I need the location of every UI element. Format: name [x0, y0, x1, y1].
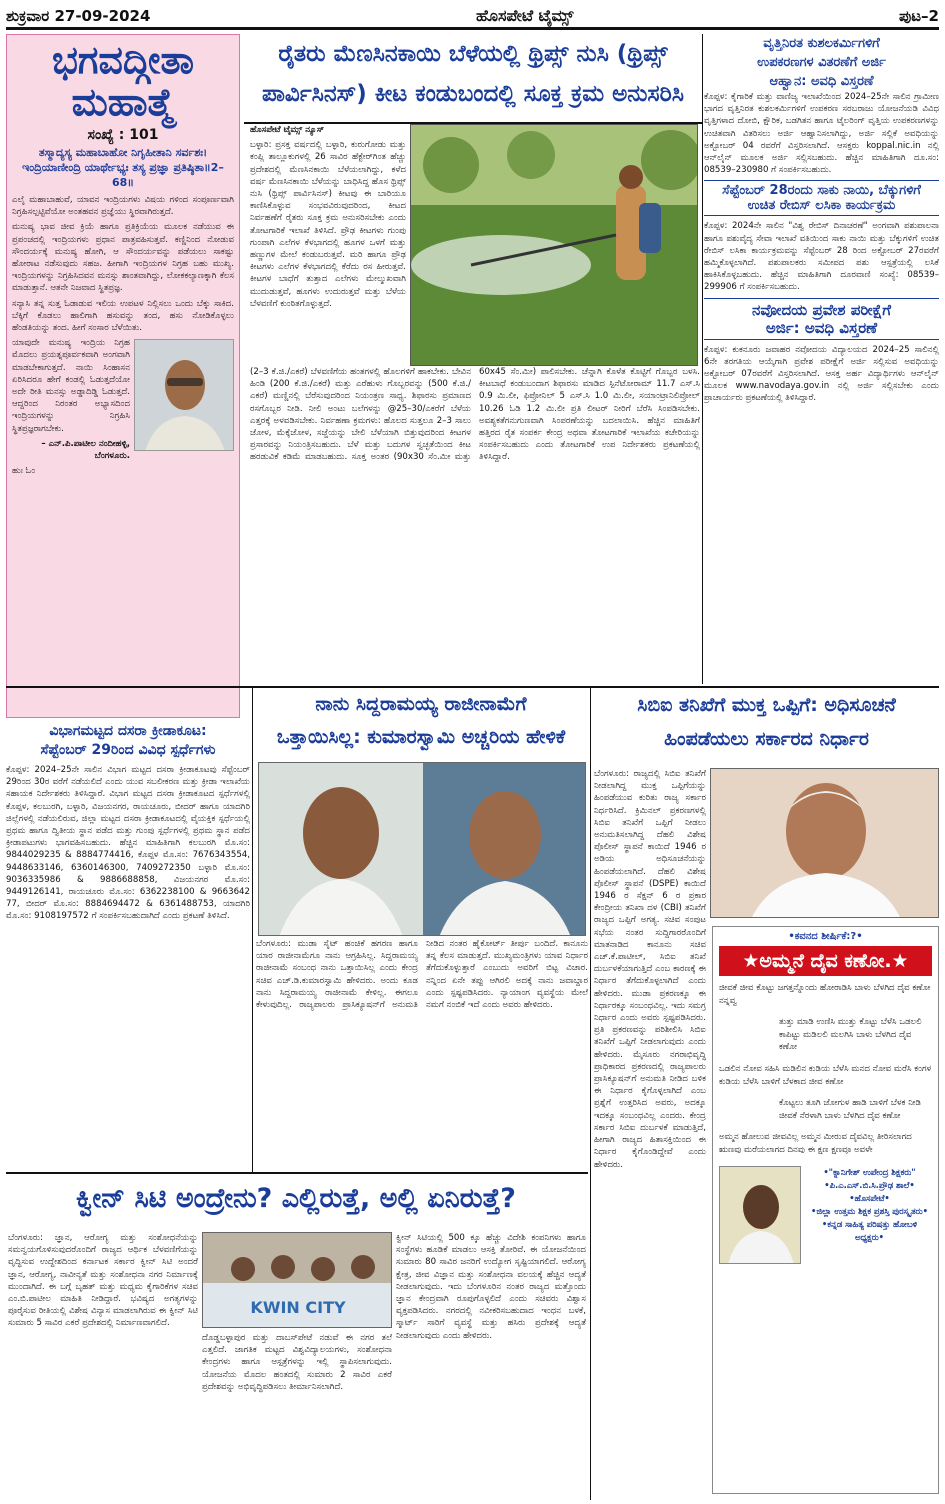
- chilli-body-text: (2–3 ಕೆ.ಜಿ./ಎಕರೆ) ಬೆಳವಣಿಗೆಯ ಹಂತಗಳಲ್ಲಿ ಹೊಲಗಳಿಗೆ ಹಾಕಬೇಕು. ಬೇವಿನ ಹಿಂಡಿ (200 ಕೆ.ಜಿ./ಎಕರೆ) ಮತ್ತು ಎರೆಹುಳು ಗೊಬ್ಬರವನ್ನು (500 ಕೆ.ಜಿ./ಎಕರೆ) ಮಣ್ಣಿನಲ್ಲಿ ಬೆರೆಸುವುದರಿಂದ ನಿಯಂತ್ರಣ ಸಾಧ್ಯ. ಶಿಫಾರಸು ಪ್ರಮಾಣದ ರಸಗೊಬ್ಬರ ನೀಡಿ. ನೀಲಿ ಅಂಟು ಬಲೆಗಳನ್ನು @25–30/ಎಕರೆಗೆ ಬೆಳೆಯ ಎತ್ತರಕ್ಕೆ ಅಳವಡಿಸಬೇಕು. ನಿರ್ವಹಣಾ ಕ್ರಮಗಳು: ಹೊಲದ ಸುತ್ತಲೂ 2–3 ಸಾಲು ಜೋಳ, ಮೆಕ್ಕೆಜೋಳ, ಸಜ್ಜೆಯನ್ನು ಬೇಲಿ ಬೆಳೆಯಾಗಿ ಬಿತ್ತುವುದರಿಂದ ಕೀಟಗಳ ಪ್ರಸಾರವನ್ನು ನಿಯಂತ್ರಿಸಬಹುದು. ಬೆಳೆ ಮತ್ತು ಬದುಗಳ ಸ್ವಚ್ಛತೆಯಿಂದ ಕೀಟ ಹರಡುವಿಕೆ ಕಡಿಮೆ ಮಾಡಬಹುದು. ಸೂಕ್ತ ಅಂತರ (90x30 ಸೆಂ.ಮೀ ಮತ್ತು 60x45 ಸೆಂ.ಮೀ) ಪಾಲಿಸಬೇಕು. ಚೆನ್ನಾಗಿ ಕೊಳೆತ ಕೊಟ್ಟಿಗೆ ಗೊಬ್ಬರ ಬಳಸಿ. ಕೀಟಬಾಧೆ ಕಂಡುಬಂದಾಗ ಶಿಫಾರಸು ಮಾಡಿದ ಸ್ಪಿನೆಟೋರಾಮ್ 11.7 ಎಸ್.ಸಿ 0.9 ಮಿ.ಲೀ, ಫಿಪ್ರೋನಿಲ್ 5 ಎಸ್.ಸಿ 1.0 ಮಿ.ಲೀ, ಸಯಾಂಟ್ರಾನಿಲಿಪ್ರೋಲ್ 10.26 ಓಡಿ 1.2 ಮಿ.ಲೀ ಪ್ರತಿ ಲೀಟರ್ ನೀರಿಗೆ ಬೆರೆಸಿ ಸಿಂಪಡಿಸಬೇಕು. ಅವಶ್ಯಕತೆಗನುಗುಣವಾಗಿ ಸಿಂಪರಣೆಯನ್ನು ಬದಲಾಯಿಸಿ. ಹೆಚ್ಚಿನ ಮಾಹಿತಿಗೆ ಹತ್ತಿರದ ರೈತ ಸಂಪರ್ಕ ಕೇಂದ್ರ ಅಥವಾ ತೋಟಗಾರಿಕೆ ಇಲಾಖೆಯ ಕಚೇರಿಯನ್ನು ಸಂಪರ್ಕಿಸಬಹುದು ಎಂದು ತೋಟಗಾರಿಕೆ ಉಪ ನಿರ್ದೇಶಕರು ಪ್ರಕಟಣೆಯಲ್ಲಿ ತಿಳಿಸಿದ್ದಾರೆ.: [250, 367, 700, 463]
- kumaraswamy-headline-line2: ಒತ್ತಾಯಿಸಿಲ್ಲ: ಕುಮಾರಸ್ವಾಮಿ ಅಚ್ಚರಿಯ ಹೇಳಿಕೆ: [276, 726, 566, 748]
- poem-stanza-5: ಅಮ್ಮನ ಹೋಲುವ ಜೀವವಿಲ್ಲ ಅಮ್ಮನ ಮೀರುವ ದೈವವಿಲ್ಲ ತೀರಿಸಲಾಗದ ಋಣವು ಮರೆಯಲಾಗದ ದಿನವು ಈ ಕ್ಷಣ ಕ್ಷಣವೂ ಅವಳೇ: [719, 1132, 912, 1155]
- poem-stanza-1: ಜೀವಕೆ ಜೀವ ಕೊಟ್ಟು ಜಗತ್ತನ್ನೊಂದು ಹೋರಾಡಿಸಿ ಬಾಳು ಬೆಳಗಿದ ದೈವ ಕಣೋ ನನ್ನವ್ವ: [719, 983, 931, 1006]
- queen-city-headline: [6, 1174, 586, 1228]
- poem-stanza-3: ಒಡಲಿನ ನೋವ ಸಹಿಸಿ ಮಡಿಲಿನ ಕುಡಿಯ ಬೆಳೆಸಿ ಮನದ ನೋವ ಮರೆಸಿ ಕಂಗಳ ಕುಡಿಯ ಬೆಳೆಸಿ ಬಾಳಿಗೆ ಬೆಳಕಾದ ಜೀವ ಕಣೋ: [719, 1063, 932, 1087]
- issue-date: ಶುಕ್ರವಾರ 27-09-2024: [6, 6, 151, 25]
- navodaya-headline-line1: ನವೋದಯ ಪ್ರವೇಶ ಪರೀಕ್ಷೆಗೆ: [752, 300, 891, 319]
- rabies-headline-line2: ಉಚಿತ ರೇಬಿಸ್ ಲಸಿಕಾ ಕಾರ್ಯಕ್ರಮ: [747, 198, 896, 214]
- queen-city-text-2: ದೊಡ್ಡಬಳ್ಳಾಪುರ ಮತ್ತು ದಾಬಸ್‌ಪೇಟೆ ನಡುವೆ ಈ ನಗರ ತಲೆ ಎತ್ತಲಿದೆ. ಜಾಗತಿಕ ಮಟ್ಟದ ವಿಶ್ವವಿದ್ಯಾಲಯಗಳು, ಸಂಶೋಧನಾ ಕೇಂದ್ರಗಳು ಹಾಗೂ ಆಸ್ಪತ್ರೆಗಳನ್ನು ಇಲ್ಲಿ ಸ್ಥಾಪಿಸಲಾಗುವುದು. ಯೋಜನೆಯ ಮೊದಲ ಹಂತದಲ್ಲಿ ಸುಮಾರು 2 ಸಾವಿರ ಎಕರೆ ಪ್ರದೇಶವನ್ನು ಅಭಿವೃದ್ಧಿಪಡಿಸಲು ತೀರ್ಮಾನಿಸಲಾಗಿದೆ.: [202, 1333, 392, 1392]
- poet-town: •ಹೊಸಪೇಟೆ•: [849, 1192, 890, 1203]
- politicians-photo: [258, 762, 586, 936]
- chilli-headline-line1: ರೈತರು ಮೆಣಸಿನಕಾಯಿ ಬೆಳೆಯಲ್ಲಿ ಥ್ರಿಪ್ಸ್ ನುಸಿ (ಥ್ರಿಪ್ಸ್: [278, 41, 668, 67]
- divider: [702, 34, 703, 684]
- page-number: ಪುಟ–2: [899, 6, 939, 25]
- artisans-headline-line3: ಆಹ್ವಾನ: ಅವಧಿ ವಿಸ್ತರಣೆ: [769, 74, 874, 89]
- chilli-dateline: ಹೊಸಪೇಟೆ ಟೈಮ್ಸ್ ನ್ಯೂಸ್: [250, 125, 325, 135]
- newspaper-name: ಹೊಸಪೇಟೆ ಟೈಮ್ಸ್: [476, 5, 574, 25]
- gita-continuation: ಹುಃ ಓಂ: [12, 466, 36, 477]
- farmer-spraying-photo: [410, 124, 698, 366]
- queen-city-photo: [202, 1232, 392, 1328]
- artisans-headline-line1: ವೃತ್ತಿನಿರತ ಕುಶಲಕರ್ಮಿಗಳಿಗೆ: [763, 36, 880, 51]
- queen-city-column-3: [396, 1232, 586, 1500]
- cbi-text: ಬೆಂಗಳೂರು: ರಾಜ್ಯದಲ್ಲಿ ಸಿಬಿಐ ತನಿಖೆಗೆ ನೀಡಲಾಗಿದ್ದ ಮುಕ್ತ ಒಪ್ಪಿಗೆಯನ್ನು ಹಿಂಪಡೆಯುವ ಕುರಿತು ರಾಜ್ಯ ಸರ್ಕಾರ ನಿರ್ಧರಿಸಿದೆ. ಕ್ರಿಮಿನಲ್ ಪ್ರಕರಣಗಳಲ್ಲಿ ಸಿಬಿಐ ತನಿಖೆಗೆ ಒಪ್ಪಿಗೆ ನೀಡಲು ಅನುಮತಿಸಲಾಗಿದ್ದ ದೆಹಲಿ ವಿಶೇಷ ಪೊಲೀಸ್ ಸ್ಥಾಪನೆ ಕಾಯಿದೆ 1946 ರ ಅಡಿಯ ಅಧಿಸೂಚನೆಯನ್ನು ಹಿಂಪಡೆಯಲಾಗಿದೆ. ದೆಹಲಿ ವಿಶೇಷ ಪೊಲೀಸ್ ಸ್ಥಾಪನೆ (DSPE) ಕಾಯಿದೆ 1946 ರ ಸೆಕ್ಷನ್ 6 ರ ಪ್ರಕಾರ ಕೇಂದ್ರೀಯ ತನಿಖಾ ದಳ (CBI) ತನಿಖೆಗೆ ರಾಜ್ಯದ ಒಪ್ಪಿಗೆ ಅಗತ್ಯ. ಸಚಿವ ಸಂಪುಟ ಸಭೆಯ ನಂತರ ಸುದ್ದಿಗಾರರೊಂದಿಗೆ ಮಾತನಾಡಿದ ಕಾನೂನು ಸಚಿವ ಎಚ್.ಕೆ.ಪಾಟೀಲ್, ಸಿಬಿಐ ತನಿಖೆ ದುರ್ಬಳಕೆಯಾಗುತ್ತಿದೆ ಎಂಬ ಕಾರಣಕ್ಕೆ ಈ ನಿರ್ಧಾರ ತೆಗೆದುಕೊಳ್ಳಲಾಗಿದೆ ಎಂದು ಹೇಳಿದರು. ಮುಡಾ ಪ್ರಕರಣಕ್ಕೂ ಈ ನಿರ್ಧಾರಕ್ಕೂ ಸಂಬಂಧವಿಲ್ಲ. ಇದು ಸಮಗ್ರ ನಿರ್ಧಾರ ಎಂದು ಅವರು ಸ್ಪಷ್ಟಪಡಿಸಿದರು. ಪ್ರತಿ ಪ್ರಕರಣವನ್ನು ಪರಿಶೀಲಿಸಿ ಸಿಬಿಐ ತನಿಖೆಗೆ ಒಪ್ಪಿಗೆ ನೀಡಲಾಗುವುದು ಎಂದು ಹೇಳಿದರು. ಮೈಸೂರು ನಗರಾಭಿವೃದ್ಧಿ ಪ್ರಾಧಿಕಾರದ ಪ್ರಕರಣದಲ್ಲಿ ರಾಜ್ಯಪಾಲರು ಪ್ರಾಸಿಕ್ಯೂಷನ್‌ಗೆ ಅನುಮತಿ ನೀಡಿದ ಬಳಿಕ ಈ ನಿರ್ಧಾರ ಕೈಗೊಳ್ಳಲಾಗಿದೆ ಎಂಬ ಪ್ರಶ್ನೆಗೆ ಉತ್ತರಿಸಿದ ಅವರು, ಅದಕ್ಕೂ ಇದಕ್ಕೂ ಸಂಬಂಧವಿಲ್ಲ ಎಂದರು. ಕೇಂದ್ರ ಸರ್ಕಾರ ಸಿಬಿಐ ದುರ್ಬಳಕೆ ಮಾಡುತ್ತಿದೆ, ಹೀಗಾಗಿ ರಾಜ್ಯದ ಹಿತಾಸಕ್ತಿಯಿಂದ ಈ ನಿರ್ಧಾರ ಕೈಗೊಂಡಿದ್ದೇವೆ ಎಂದು ಹೇಳಿದರು.: [594, 769, 706, 1170]
- artisans-headline-line2: ಉಪಕರಣಗಳ ವಿತರಣೆಗೆ ಅರ್ಜಿ: [757, 55, 886, 70]
- gita-title-line1: ಭಗವದ್ಗೀತಾ: [51, 38, 195, 82]
- minister-photo: [710, 768, 939, 918]
- queen-city-text-3: ಕ್ವೀನ್ ಸಿಟಿಯಲ್ಲಿ 500 ಕ್ಕೂ ಹೆಚ್ಚು ವಿದೇಶಿ ಕಂಪನಿಗಳು ಹಾಗೂ ಸಂಸ್ಥೆಗಳು ಹೂಡಿಕೆ ಮಾಡಲು ಆಸಕ್ತಿ ತೋರಿವೆ. ಈ ಯೋಜನೆಯಿಂದ ಸುಮಾರು 80 ಸಾವಿರ ಜನರಿಗೆ ಉದ್ಯೋಗ ಸೃಷ್ಟಿಯಾಗಲಿದೆ. ಆರೋಗ್ಯ ಕ್ಷೇತ್ರ, ಜೀವ ವಿಜ್ಞಾನ ಮತ್ತು ಸಂಶೋಧನಾ ವಲಯಕ್ಕೆ ಹೆಚ್ಚಿನ ಆದ್ಯತೆ ನೀಡಲಾಗುವುದು. ಇದು ಬೆಂಗಳೂರಿನ ನಂತರ ರಾಜ್ಯದ ಮತ್ತೊಂದು ಜ್ಞಾನ ಕೇಂದ್ರವಾಗಿ ರೂಪುಗೊಳ್ಳಲಿದೆ ಎಂದು ಸಚಿವರು ವಿಶ್ವಾಸ ವ್ಯಕ್ತಪಡಿಸಿದರು. ನಗರದಲ್ಲಿ ನವೀಕರಿಸಬಹುದಾದ ಇಂಧನ ಬಳಕೆ, ಸ್ಮಾರ್ಟ್ ಸಾರಿಗೆ ವ್ಯವಸ್ಥೆ ಮತ್ತು ಹಸಿರು ಪ್ರದೇಶಕ್ಕೆ ಆದ್ಯತೆ ನೀಡಲಾಗುವುದು ಎಂದು ಹೇಳಿದರು.: [396, 1233, 586, 1341]
- queen-city-photo-caption: KWIN CITY: [250, 1298, 346, 1317]
- gita-number: ಸಂಖ್ಯೆ : 101: [87, 127, 159, 143]
- gita-para1: ಎಲೈ ಮಹಾಬಾಹುವೆ, ಯಾವನ ಇಂದ್ರಿಯಗಳು ವಿಷಯ ಗಳಿಂದ ಸಂಪೂರ್ಣವಾಗಿ ನಿಗ್ರಹಿಸಲ್ಪಟ್ಟಿವೆಯೋ ಅಂತಹವನ ಪ್ರಜ್ಞೆಯು ಸ್ಥಿರವಾಗಿರುತ್ತದೆ.: [12, 195, 234, 218]
- masthead: [6, 4, 939, 30]
- gita-para3: ಸನ್ಯಾಸಿ ತನ್ನ ಸುತ್ತ ಓಡಾಡುವ ಇಲಿಯ ಉಪಟಳ ನಿಲ್ಲಿಸಲು ಒಂದು ಬೆಕ್ಕು ಸಾಕಿದ. ಬೆಕ್ಕಿಗೆ ಕೊಡಲು ಹಾಲಿಗಾಗಿ ಹಸುವನ್ನು ತಂದ, ಹಸು ನೋಡಿಕೊಳ್ಳಲು ಹೆಂಡತಿಯನ್ನು ತಂದ. ಹೀಗೆ ಸಂಸಾರ ಬೆಳೆಯಿತು.: [12, 298, 234, 334]
- cbi-article-body: [594, 768, 706, 1500]
- kumaraswamy-headline-line1: ನಾನು ಸಿದ್ದರಾಮಯ್ಯ ರಾಜೀನಾಮೆಗೆ: [315, 693, 527, 715]
- poet-position: •ಕನ್ನಡ ಸಾಹಿತ್ಯ ಪರಿಷತ್ತು ಹೋಬಳಿ ಅಧ್ಯಕ್ಷರು•: [821, 1218, 918, 1242]
- chilli-article-headline: [244, 34, 702, 120]
- queen-city-text-1: ಬೆಂಗಳೂರು: ಜ್ಞಾನ, ಆರೋಗ್ಯ ಮತ್ತು ಸಂಶೋಧನೆಯನ್ನು ಸಮನ್ವಯಗೊಳಿಸುವುದರೊಂದಿಗೆ ರಾಜ್ಯದ ಆರ್ಥಿಕ ಬೆಳವಣಿಗೆಯನ್ನು ವೃದ್ಧಿಸುವ ಉದ್ದೇಶದಿಂದ ಕರ್ನಾಟಕ ಸರ್ಕಾರ ಕ್ವೀನ್ ಸಿಟಿ ಅಂದರೆ ಜ್ಞಾನ, ಆರೋಗ್ಯ, ನಾವೀನ್ಯತೆ ಮತ್ತು ಸಂಶೋಧನಾ ನಗರ ನಿರ್ಮಾಣಕ್ಕೆ ಮುಂದಾಗಿದೆ. ಈ ಬಗ್ಗೆ ಬೃಹತ್ ಮತ್ತು ಮಧ್ಯಮ ಕೈಗಾರಿಕೆಗಳ ಸಚಿವ ಎಂ.ಬಿ.ಪಾಟೀಲ ಮಾಹಿತಿ ನೀಡಿದ್ದಾರೆ. ಭವಿಷ್ಯದ ಅಗತ್ಯಗಳನ್ನು ಪೂರೈಸುವ ರೀತಿಯಲ್ಲಿ ವಿಶೇಷ ವಿನ್ಯಾಸ ಮಾಡಲಾಗಿರುವ ಈ ಕ್ವೀನ್ ಸಿಟಿ ಸುಮಾರು 5 ಸಾವಿರ ಎಕರೆ ಪ್ರದೇಶದಲ್ಲಿ ನಿರ್ಮಾಣವಾಗಲಿದೆ.: [8, 1233, 198, 1329]
- chilli-headline-line2: ಪಾರ್ವಿಸಿನಸ್) ಕೀಟ ಕಂಡುಬಂದಲ್ಲಿ ಸೂಕ್ತ ಕ್ರಮ ಅನುಸರಿಸಿ: [262, 81, 684, 107]
- divider: [252, 688, 253, 1172]
- rabies-headline-line1: ಸೆಪ್ಟೆಂಬರ್ 28ರಂದು ಸಾಕು ನಾಯಿ, ಬೆಕ್ಕುಗಳಿಗೆ: [722, 183, 921, 199]
- poem-title: ★ಅಮ್ಮನೆ ದೈವ ಕಣೋ.★: [719, 946, 932, 976]
- chilli-article-body: [250, 366, 700, 684]
- chilli-article-left-column: [250, 124, 406, 364]
- author-portrait: [134, 339, 234, 451]
- queen-city-column-1: [8, 1232, 198, 1500]
- gita-shloka: ತಸ್ಮಾದ್ಯಸ್ಯ ಮಹಾಬಾಹೋ ನಿಗೃಹೀತಾನಿ ಸರ್ವಶಃ। ಇಂದ್ರಿಯಾಣೀಂದ್ರಿ ಯಾರ್ಥೇಭ್ಯಃ ತಸ್ಯ ಪ್ರಜ್ಞಾ ಪ್ರತಿಷ್ಠಿತಾ॥2–68॥: [22, 146, 224, 189]
- dasara-headline-line1: ವಿಭಾಗಮಟ್ಟದ ದಸರಾ ಕ್ರೀಡಾಕೂಟ:: [49, 723, 207, 739]
- artisans-text: ಕೊಪ್ಪಳ: ಕೈಗಾರಿಕೆ ಮತ್ತು ವಾಣಿಜ್ಯ ಇಲಾಖೆಯಿಂದ 2024–25ನೇ ಸಾಲಿನ ಗ್ರಾಮೀಣ ಭಾಗದ ವೃತ್ತಿನಿರತ ಕುಶಲಕರ್ಮಿಗಳಿಗೆ ಉಪಕರಣ ಸರಬರಾಜು ಯೋಜನೆಯಡಿ ವಿವಿಧ ವೃತ್ತಿಗಳಾದ ದೋಬಿ, ಕ್ಷೌರಿಕ, ಬಡಗಿತನ ಹಾಗೂ ಟೈಲರಿಂಗ್ ವೃತ್ತಿಯ ಉಪಕರಣಗಳನ್ನು ಉಚಿತವಾಗಿ ವಿತರಿಸಲು ಅರ್ಜಿ ಆಹ್ವಾನಿಸಲಾಗಿದ್ದು, ಅರ್ಜಿ ಸಲ್ಲಿಕೆ ಅವಧಿಯನ್ನು ಅಕ್ಟೋಬರ್ 04 ರವರೆಗೆ ವಿಸ್ತರಿಸಲಾಗಿದೆ. ಆಸಕ್ತರು koppal.nic.in ನಲ್ಲಿ ಆನ್‌ಲೈನ್ ಮೂಲಕ ಅರ್ಜಿ ಸಲ್ಲಿಸಬಹುದು. ಹೆಚ್ಚಿನ ಮಾಹಿತಿಗಾಗಿ ದೂ.ಸಂ: 08539–230980 ಗೆ ಸಂಪರ್ಕಿಸಬಹುದು.: [704, 92, 939, 176]
- dasara-headline-line2: ಸೆಪ್ಟೆಂಬರ್ 29ರಿಂದ ವಿವಿಧ ಸ್ಪರ್ಧೆಗಳು: [40, 742, 216, 758]
- divider: [590, 688, 591, 1500]
- poem-stanza-2: ತುತ್ತು ಮಾಡಿ ಉಣಿಸಿ ಮುತ್ತು ಕೊಟ್ಟು ಬೆಳೆಸಿ ಒಡಲಲಿ ಕಾಪಿಟ್ಟು ಮಡಿಲಲಿ ಮಲಗಿಸಿ ಬಾಳು ಬೆಳಗಿದ ದೈವ ಕಣೋ: [779, 1017, 922, 1053]
- queen-city-column-2: [202, 1332, 392, 1500]
- dasara-text: ಕೊಪ್ಪಳ: 2024–25ನೇ ಸಾಲಿನ ವಿಭಾಗ ಮಟ್ಟದ ದಸರಾ ಕ್ರೀಡಾಕೂಟವು ಸೆಪ್ಟೆಂಬರ್ 29ರಿಂದ 30ರ ವರೆಗೆ ನಡೆಯಲಿದೆ ಎಂದು ಯುವ ಸಬಲೀಕರಣ ಮತ್ತು ಕ್ರೀಡಾ ಇಲಾಖೆಯ ಸಹಾಯಕ ನಿರ್ದೇಶಕರು ತಿಳಿಸಿದ್ದಾರೆ. ವಿಭಾಗ ಮಟ್ಟದ ದಸರಾ ಕ್ರೀಡಾಕೂಟದ ಸ್ಪರ್ಧೆಗಳಲ್ಲಿ ಕೊಪ್ಪಳ, ಕಲಬುರಗಿ, ಬಳ್ಳಾರಿ, ವಿಜಯನಗರ, ರಾಯಚೂರು, ಬೀದರ್ ಹಾಗೂ ಯಾದಗಿರಿ ಜಿಲ್ಲೆಗಳಲ್ಲಿ ನಡೆಯಲಿರುವ, ಜಿಲ್ಲಾ ಮಟ್ಟದ ದಸರಾ ಕ್ರೀಡಾಕೂಟದಲ್ಲಿ ವೈಯಕ್ತಿಕ ಸ್ಪರ್ಧೆಯಲ್ಲಿ ಪ್ರಥಮ ಹಾಗೂ ದ್ವಿತೀಯ ಸ್ಥಾನ ಪಡೆದ ಮತ್ತು ಗುಂಪು ಸ್ಪರ್ಧೆಗಳಲ್ಲಿ ಪ್ರಥಮ ಸ್ಥಾನ ಪಡೆದ ಕ್ರೀಡಾಪಟುಗಳು ಭಾಗವಹಿಸಬಹುದು. ಹೆಚ್ಚಿನ ಮಾಹಿತಿಗಾಗಿ ಕಲಬುರಗಿ ಮೊ.ಸಂ: 9844029235 & 8884774416, ಕೊಪ್ಪಳ ಮೊ.ಸಂ: 7676343554, 9448633146, 6360146300, 7409272350 ಬಳ್ಳಾರಿ ಮೊ.ಸಂ: 9036335986 & 9886688858, ವಿಜಯನಗರ ಮೊ.ಸಂ: 9449126141, ರಾಯಚೂರು ಮೊ.ಸಂ: 6362238100 & 9663642 77, ಬೀದರ್ ಮೊ.ಸಂ: 8884694472 & 6361488753, ಯಾದಗಿರಿ ಮೊ.ಸಂ: 9108197572 ಗೆ ಸಂಪರ್ಕಿಸಬಹುದಾಗಿದೆ ಎಂದು ಪ್ರಕಟಣೆ ತಿಳಿಸಿದೆ.: [6, 765, 250, 922]
- poem-stanza-4: ಕೊಟ್ಟಲು ತೂಗಿ ಜೋಗುಳ ಹಾಡಿ ಬಾಳಿಗೆ ಬೆಳಕ ನೀಡಿ ಜೀವಕೆ ನೆರಳಾಗಿ ಬಾಳು ಬೆಳಗಿದ ದೈವ ಕಣೋ: [779, 1098, 921, 1121]
- navodaya-headline-line2: ಅರ್ಜಿ: ಅವಧಿ ವಿಸ್ತರಣೆ: [765, 318, 878, 337]
- poem-box: [712, 926, 939, 1494]
- poet-school: •ಪಿ.ಎ.ಎಸ್.ಬಿ.ಸಿ.ಪ್ರೌಢ ಶಾಲೆ•: [824, 1179, 915, 1190]
- poet-award: •ಜಿಲ್ಲಾ ಉತ್ತಮ ಶಿಕ್ಷಕ ಪ್ರಶಸ್ತಿ ಪುರಸ್ಕೃತರು•: [811, 1205, 928, 1216]
- poem-label: •ಕವನದ ಶೀರ್ಷಿಕೆ:?•: [788, 931, 863, 942]
- poet-photo: [719, 1166, 801, 1264]
- poet-name: •"ಕ್ನಾನಿಗೇಶ್ ಉಪೇಂದ್ರ ಶಿಕ್ಷಕರು": [823, 1166, 916, 1177]
- kumaraswamy-text: ಬೆಂಗಳೂರು: ಮುಡಾ ಸೈಟ್ ಹಂಚಿಕೆ ಹಗರಣ ಹಾಗೂ ಯಾರ ರಾಜೀನಾಮೆಗೂ ನಾನು ಆಗ್ರಹಿಸಿಲ್ಲ. ಸಿದ್ದರಾಮಯ್ಯ ರಾಜೀನಾಮೆ ಸಂಬಂಧ ನಾನು ಒತ್ತಾಯಿಸಿಲ್ಲ ಎಂದು ಕೇಂದ್ರ ಸಚಿವ ಎಚ್.ಡಿ.ಕುಮಾರಸ್ವಾಮಿ ಹೇಳಿದರು. ಅಂದು ಕೂಡ ನಾನು ಸಿದ್ದರಾಮಯ್ಯ ರಾಜೀನಾಮೆ ಕೇಳಿಲ್ಲ. ಈಗಲೂ ಕೇಳುವುದಿಲ್ಲ. ರಾಜ್ಯಪಾಲರು ಪ್ರಾಸಿಕ್ಯೂಷನ್‌ಗೆ ಅನುಮತಿ ನೀಡಿದ ನಂತರ ಹೈಕೋರ್ಟ್ ತೀರ್ಪು ಬಂದಿದೆ. ಕಾನೂನು ತನ್ನ ಕೆಲಸ ಮಾಡುತ್ತದೆ. ಮುಖ್ಯಮಂತ್ರಿಗಳು ಯಾವ ನಿರ್ಧಾರ ತೆಗೆದುಕೊಳ್ಳುತ್ತಾರೆ ಎಂಬುದು ಅವರಿಗೆ ಬಿಟ್ಟ ವಿಚಾರ. ನನ್ನಿಂದ ಏನೇ ತಪ್ಪು ಆಗಿರಲಿ ಅದಕ್ಕೆ ನಾನು ಜವಾಬ್ದಾರ ಎಂದು ಸ್ಪಷ್ಟಪಡಿಸಿದರು. ನ್ಯಾಯಾಂಗ ವ್ಯವಸ್ಥೆಯ ಮೇಲೆ ನಮಗೆ ನಂಬಿಕೆ ಇದೆ ಎಂದು ಅವರು ಹೇಳಿದರು.: [256, 939, 588, 1011]
- kumaraswamy-article-body: [256, 938, 588, 1170]
- cbi-headline: [594, 688, 939, 762]
- gita-para4: ಯಾವುದೇ ಮನುಷ್ಯ ಇಂದ್ರಿಯ ನಿಗ್ರಹ ಮೊದಲು ಪ್ರಯತ್ನಪೂರ್ವಕವಾಗಿ ಅಂಗವಾಗಿ ಮಾಡಬೇಕಾಗುತ್ತದೆ. ನಾಯಿ ಸಿಂಹಾಸನ ಏರಿಸಿದರೂ ಹೇಗೆ ಕಂಡಲ್ಲಿ ಓಡುತ್ತದೆಯೋ ಅದೇ ರೀತಿ ಮನಸ್ಸು ಅಡ್ಡಾದಿಡ್ಡಿ ಓಡುತ್ತದೆ. ಆದ್ದರಿಂದ ನಿರಂತರ ಅಭ್ಯಾಸದಿಂದ ಇಂದ್ರಿಯಗಳನ್ನು ನಿಗ್ರಹಿಸಿ ಸ್ಥಿತಪ್ರಜ್ಞರಾಗಬೇಕು.: [12, 338, 130, 434]
- rabies-text: ಕೊಪ್ಪಳ: 2024ನೇ ಸಾಲಿನ "ವಿಶ್ವ ರೇಬಿಸ್ ದಿನಾಚರಣೆ" ಅಂಗವಾಗಿ ಪಶುಪಾಲನಾ ಹಾಗೂ ಪಶುವೈದ್ಯ ಸೇವಾ ಇಲಾಖೆ ವತಿಯಿಂದ ಸಾಕು ನಾಯಿ ಮತ್ತು ಬೆಕ್ಕುಗಳಿಗೆ ಉಚಿತ ರೇಬಿಸ್ ಲಸಿಕಾ ಕಾರ್ಯಕ್ರಮವನ್ನು ಸೆಪ್ಟೆಂಬರ್ 28 ರಿಂದ ಅಕ್ಟೋಬರ್ 27ರವರೆಗೆ ಹಮ್ಮಿಕೊಳ್ಳಲಾಗಿದೆ. ಪಶುಪಾಲಕರು ಸಮೀಪದ ಪಶು ಆಸ್ಪತ್ರೆಯಲ್ಲಿ ಲಸಿಕೆ ಹಾಕಿಸಿಕೊಳ್ಳಬಹುದು. ಹೆಚ್ಚಿನ ಮಾಹಿತಿಗಾಗಿ ದೂರವಾಣಿ ಸಂಖ್ಯೆ: 08539–299906 ಗೆ ಸಂಪರ್ಕಿಸಬಹುದು.: [704, 221, 939, 293]
- cbi-headline-line1: ಸಿಬಿಐ ತನಿಖೆಗೆ ಮುಕ್ತ ಒಪ್ಪಿಗೆ: ಅಧಿಸೂಚನೆ: [637, 694, 896, 716]
- chilli-left-text: ಬಳ್ಳಾರಿ: ಪ್ರಸಕ್ತ ವರ್ಷದಲ್ಲಿ ಬಳ್ಳಾರಿ, ಕುರುಗೋಡು ಮತ್ತು ಕಂಪ್ಲಿ ತಾಲ್ಲೂಕುಗಳಲ್ಲಿ 26 ಸಾವಿರ ಹೆಕ್ಟೇರ್‌ಗಿಂತ ಹೆಚ್ಚು ಪ್ರದೇಶದಲ್ಲಿ ಮೆಣಸಿನಕಾಯಿ ಬೆಳೆಯಲಾಗಿದ್ದು, ಕಳೆದ ವರ್ಷ ಮೆಣಸಿನಕಾಯಿ ಬೆಳೆಯನ್ನು ಬಾಧಿಸಿದ್ದ ಹೊಸ ಥ್ರಿಪ್ಸ್ ನುಸಿ (ಥ್ರಿಪ್ಸ್ ಪಾರ್ವಿಸಿನಸ್) ಕೀಟವು ಈ ಬಾರಿಯೂ ಕಾಣಿಸಿಕೊಳ್ಳುವ ಸಂಭವವಿರುವುದರಿಂದ, ಕೀಟದ ನಿರ್ವಹಣೆಗೆ ರೈತರು ಸೂಕ್ತ ಕ್ರಮ ಅನುಸರಿಸಬೇಕು ಎಂದು ತೋಟಗಾರಿಕೆ ಇಲಾಖೆ ತಿಳಿಸಿದೆ. ಪ್ರೌಢ ಕೀಟಗಳು ಗುಂಪು ಗುಂಪಾಗಿ ಎಲೆಗಳ ಕೆಳಭಾಗದಲ್ಲಿ ಹೂಗಳ ಒಳಗೆ ಮತ್ತು ಹಣ್ಣುಗಳ ಮೇಲೆ ಕಂಡುಬರುತ್ತವೆ. ಮರಿ ಹಾಗೂ ಪ್ರೌಢ ಕೀಟಗಳು ಎಲೆಗಳ ಕೆಳಭಾಗದಲ್ಲಿ ಕೆರೆದು ರಸ ಹೀರುತ್ತವೆ. ಕೀಟಗಳ ಬಾಧೆಗೆ ತುತ್ತಾದ ಎಲೆಗಳು ಮೇಲ್ಮುಖವಾಗಿ ಮುದುಡುತ್ತವೆ, ಹೂಗಳು ಉದುರುತ್ತವೆ ಮತ್ತು ಬೆಳೆಯ ಬೆಳವಣಿಗೆ ಕುಂಠಿತಗೊಳ್ಳುತ್ತದೆ.: [250, 140, 406, 309]
- gita-para2: ಮನುಷ್ಯ ಭಾವ ಜೀವ ಕ್ರಿಯೆ ಹಾಗೂ ಪ್ರತಿಕ್ರಿಯೆಯ ಮೂಲಕ ನಡೆಯುವ ಈ ಪ್ರಪಂಚದಲ್ಲಿ ಇಂದ್ರಿಯಗಳು ಪ್ರಧಾನ ಪಾತ್ರವಹಿಸುತ್ತವೆ. ಕಣ್ಣಿನಿಂದ ನೋಡುವ ಸೌಂದರ್ಯಕ್ಕೆ ಮನುಷ್ಯ ಹೋಗಿ, ಆ ಸೌಂದರ್ಯವನ್ನು ಪಡೆಯಲು ಸಾಕಷ್ಟು ಹೋರಾಟ ನಡೆಸುವುದು ಸಹಜ. ಹೀಗಾಗಿ ಇಂದ್ರಿಯಗಳ ನಿಗ್ರಹ ಬಹು ಮುಖ್ಯ. ಇಂದ್ರಿಯಗಳನ್ನು ನಿಗ್ರಹಿಸಿದವನ ಮನಸ್ಸು ಶಾಂತವಾಗಿದ್ದು, ಲೋಕಕಲ್ಯಾಣಕ್ಕಾಗಿ ಕೆಲಸ ಮಾಡುತ್ತಾನೆ. ಆತನೇ ನಿಜವಾದ ಸ್ಥಿತಪ್ರಜ್ಞ.: [12, 222, 234, 294]
- notices-column: [704, 34, 939, 689]
- navodaya-text: ಕೊಪ್ಪಳ: ಕುಕನೂರು ಜವಾಹರ ನವೋದಯ ವಿದ್ಯಾಲಯದ 2024–25 ಸಾಲಿನಲ್ಲಿ 6ನೇ ತರಗತಿಯ ಆಯ್ಕೆಗಾಗಿ ಪ್ರವೇಶ ಪರೀಕ್ಷೆಗೆ ಅರ್ಜಿ ಸಲ್ಲಿಸುವ ಅವಧಿಯನ್ನು ಅಕ್ಟೋಬರ್ 07ರವರೆಗೆ ವಿಸ್ತರಿಸಲಾಗಿದೆ. ಆಸಕ್ತ ಅರ್ಹ ವಿದ್ಯಾರ್ಥಿಗಳು ಆನ್‌ಲೈನ್ ಮೂಲಕ www.navodaya.gov.in ನಲ್ಲಿ ಅರ್ಜಿ ಸಲ್ಲಿಸಬೇಕು ಎಂದು ಪ್ರಾಚಾರ್ಯರು ಪ್ರಕಟಣೆಯಲ್ಲಿ ತಿಳಿಸಿದ್ದಾರೆ.: [704, 344, 939, 404]
- cbi-headline-line2: ಹಿಂಪಡೆಯಲು ಸರ್ಕಾರದ ನಿರ್ಧಾರ: [664, 728, 869, 750]
- dasara-sports-article: [6, 722, 250, 1172]
- gita-column: [6, 34, 240, 718]
- gita-title-line2: ಮಹಾತ್ಮೆ: [71, 80, 175, 124]
- kumaraswamy-headline: [254, 688, 588, 758]
- queen-city-headline-text: ಕ್ವೀನ್ ಸಿಟಿ ಅಂದ್ರೇನು? ಎಲ್ಲಿರುತ್ತೆ, ಅಲ್ಲಿ ಏನಿರುತ್ತೆ?: [76, 1183, 516, 1214]
- gita-author: – ಎನ್.ಪಿ.ಪಾಟೀಲ ನಂದೀಹಳ್ಳಿ, ಬೆಂಗಳೂರು.: [41, 438, 130, 462]
